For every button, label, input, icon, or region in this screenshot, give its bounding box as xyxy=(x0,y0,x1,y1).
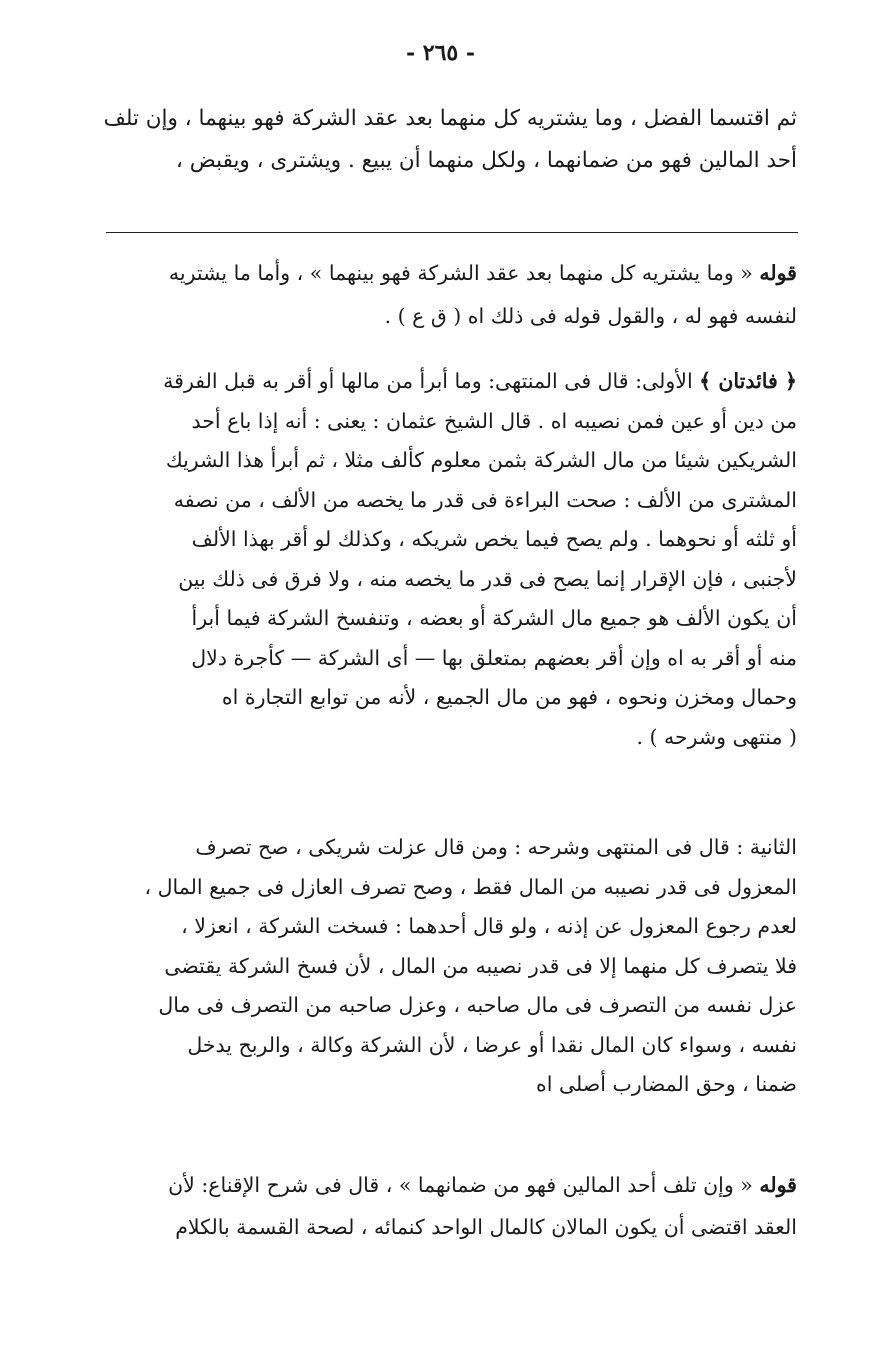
commentary-line-text: « وإن تلف أحد المالين فهو من ضمانهما » ، قال فى شرح الإقناع: لأن xyxy=(168,1173,753,1197)
commentary-line: المشترى من الألف : صحت البراءة فى قدر ما يخصه من الألف ، من نصفه xyxy=(173,487,797,512)
commentary-line: منه أو أقر به اه وإن أقر بعضهم بمتعلق بها — أى الشركة — كأجرة دلال xyxy=(191,645,797,670)
commentary-line xyxy=(85,1164,797,1206)
commentary-line: العقد اقتضى أن يكون المالان كالمال الواحد كنمائه ، لصحة القسمة بالكلام xyxy=(175,1215,797,1239)
commentary-line: ( منتهى وشرحه ) . xyxy=(636,724,797,749)
commentary-paragraph xyxy=(85,252,797,338)
commentary-lead: قوله xyxy=(759,1173,797,1197)
main-text-line: ثم اقتسما الفضل ، وما يشتريه كل منهما بعد عقد الشركة فهو بينهما ، وإن تلف xyxy=(103,106,797,131)
commentary-lead: ﴿ فائدتان ﴾ xyxy=(699,369,797,393)
main-text-line: أحد المالين فهو من ضمانهما ، ولكل منهما أن يبيع . ويشترى ، ويقبض ، xyxy=(175,148,797,173)
commentary-line: من دين أو عين فمن نصيبه اه . قال الشيخ عثمان : يعنى : أنه إذا باع أحد xyxy=(191,408,797,433)
footnote-divider xyxy=(106,232,798,233)
commentary-line: لأجنبى ، فإن الإقرار إنما يصح فى قدر ما يخصه منه ، ولا فرق فى ذلك بين xyxy=(178,566,797,591)
commentary-line: نفسه ، وسواء كان المال نقدا أو عرضا ، لأن الشركة وكالة ، والربح يدخل xyxy=(187,1032,797,1057)
commentary-line: الثانية : قال فى المنتهى وشرحه : ومن قال عزلت شريكى ، صح تصرف xyxy=(195,835,797,859)
commentary-line: لعدم رجوع المعزول عن إذنه ، ولو قال أحدهما : فسخت الشركة ، انعزلا ، xyxy=(181,914,797,938)
commentary-line-text: « وما يشتريه كل منهما بعد عقد الشركة فهو بينهما » ، وأما ما يشتريه xyxy=(168,261,753,285)
commentary-line: المعزول فى قدر نصيبه من المال فقط ، وصح تصرف العازل فى جميع المال ، xyxy=(144,874,797,899)
commentary-line: لنفسه فهو له ، والقول قوله فى ذلك اه ( ق ع ) . xyxy=(384,304,797,328)
commentary-line: فلا يتصرف كل منهما إلا فى قدر نصيبه من المال ، لأن فسخ الشركة يقتضى xyxy=(164,953,797,978)
commentary-paragraph xyxy=(85,1164,797,1248)
commentary-line: ضمنا ، وحق المضارب أصلى اه xyxy=(536,1072,797,1096)
commentary-line: عزل نفسه من التصرف فى مال صاحبه ، وعزل صاحبه من التصرف فى مال xyxy=(158,993,797,1017)
commentary-line: أو ثلثه أو نحوهما . ولم يصح فيما يخص شريكه ، وكذلك لو أقر بهذا الألف xyxy=(191,527,797,551)
commentary-paragraph xyxy=(85,362,797,757)
commentary-line xyxy=(85,252,797,295)
commentary-line: وحمال ومخزن ونحوه ، فهو من مال الجميع ، لأنه من توابع التجارة اه xyxy=(221,685,797,709)
commentary-line-text: الأولى: قال فى المنتهى: وما أبرأ من مالها أو أقر به قبل الفرقة xyxy=(163,369,693,393)
commentary-line: الشريكين شيئا من مال الشركة بثمن معلوم كألف مثلا ، ثم أبرأ هذا الشريك xyxy=(165,448,797,472)
commentary-paragraph xyxy=(85,828,797,1105)
commentary-lead: قوله xyxy=(759,261,797,285)
main-text xyxy=(85,98,797,182)
commentary-line: أن يكون الألف هو جميع مال الشركة أو بعضه ، وتنفسخ الشركة فيما أبرأ xyxy=(191,606,797,630)
page-number: - ٢٦٥ - xyxy=(405,40,476,66)
commentary-line xyxy=(85,362,797,402)
